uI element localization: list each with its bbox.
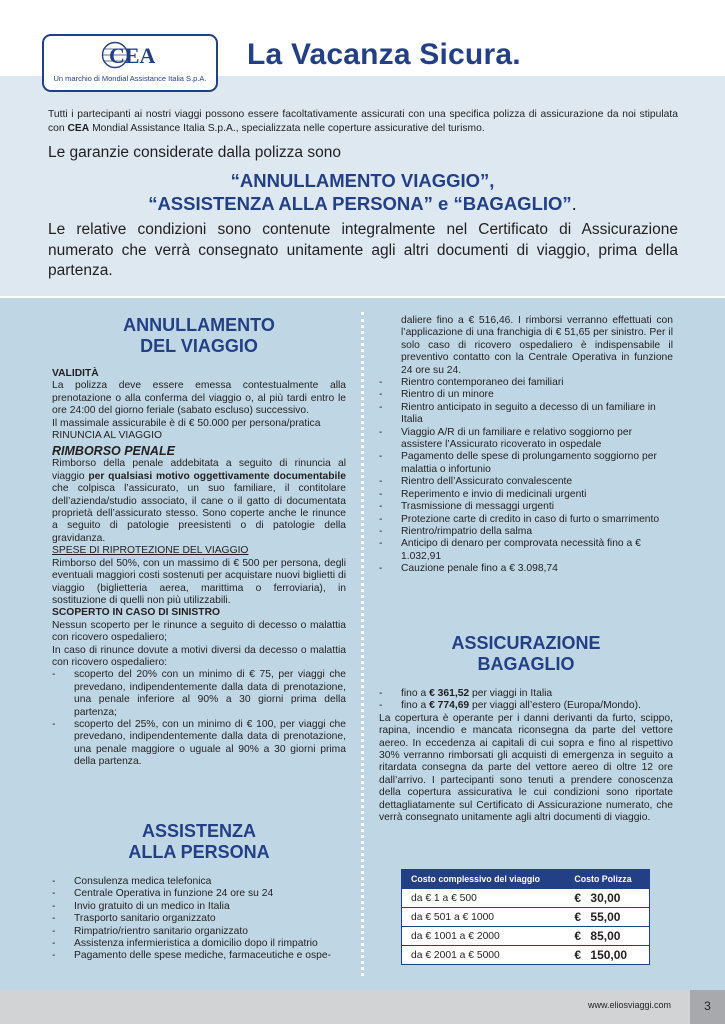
list-item: - fino a € 361,52 per viaggi in Italia [379, 688, 673, 700]
uncovered-text-1: Nessun scoperto per le rinunce a seguito di decesso o malattia con ricovero ospedaliero; [52, 619, 346, 644]
reprotection-heading: SPESE DI RIPROTEZIONE DEL VIAGGIO [52, 545, 249, 557]
list-item: - Rientro anticipato in seguito a decesso di un familiare in Italia [379, 402, 673, 427]
assistenza-continuation: daliere fino a € 516,46. I rimborsi verranno effettuati con l’applicazione di una franchigia di € 51,65 per sinistro. Per il solo caso di ricovero ospedaliero è indispensabile il preventivo contatto con la Centrale Operativa in funzione 24 ore su 24. [401, 315, 673, 376]
conditions-paragraph: Le relative condizioni sono contenute integralmente nel Certificato di Assicurazione numerato che verrà consegnato unitamente agli altri documenti di viaggio, prima della partenza. [48, 221, 678, 280]
list-item: - Cauzione penale fino a € 3.098,74 [379, 563, 673, 575]
guarantees-lead: Le garanzie considerate dalla polizza sono [48, 144, 341, 161]
uncovered-heading: SCOPERTO IN CASO DI SINISTRO [52, 607, 221, 619]
footer-url[interactable]: www.eliosviaggi.com [587, 1000, 671, 1010]
bagaglio-body [379, 688, 673, 824]
refund-text: Rimborso della penale addebitata a seguito di rinuncia al viaggio per qualsiasi motivo oggettivamente documentabile che colpisca l’assicurato, un suo familiare, il contitolare dell’azienda/studio associato, il cane o il gatto di documentata proprietà dell’assicurato stesso. Sono coperte anche le rinunce a seguito di patologie preesistenti o di patologie della gravidanza. [52, 458, 346, 544]
waiver-label: RINUNCIA AL VIAGGIO [52, 430, 163, 442]
table-header-row [402, 870, 650, 889]
list-item: - Protezione carte di credito in caso di furto o smarrimento [379, 514, 673, 526]
reprotection-text: Rimborso del 50%, con un massimo di € 500 per persona, degli eventuali maggiori costi sostenuti per acquistare nuovi biglietti di viaggio (biglietteria aerea, marittima o ferroviaria), in sostituzione di quelli non più utilizzabili. [52, 557, 346, 606]
list-item: - Pagamento delle spese di prolungamento soggiorno per malattia o infortunio [379, 451, 673, 476]
logo-subtitle: Un marchio di Mondial Assistance Italia S.p.A. [53, 74, 207, 83]
intro-brand: CEA [67, 123, 90, 134]
cea-logo-mark [101, 40, 161, 70]
list-item: - Anticipo di denaro per comprovata necessità fino a € 1.032,91 [379, 538, 673, 563]
table-cell-range: da € 1001 a € 2000 [402, 927, 566, 946]
list-item: - Rientro di un minore [379, 389, 673, 401]
table-cell-range: da € 2001 a € 5000 [402, 946, 566, 965]
list-item: - Assistenza infermieristica a domicilio dopo il rimpatrio [52, 938, 346, 950]
table-cell-price: € 150,00 [565, 946, 649, 965]
section-title-annullamento: ANNULLAMENTO DEL VIAGGIO [123, 315, 275, 356]
table-row [402, 927, 650, 946]
page-number: 3 [704, 999, 711, 1013]
guarantees-headline-line1: “ANNULLAMENTO VIAGGIO”, [230, 170, 495, 191]
page-title: La Vacanza Sicura. [247, 38, 521, 71]
table-row [402, 946, 650, 965]
table-header-cost: Costo complessivo del viaggio [402, 870, 566, 889]
assistenza-list-left [52, 876, 346, 963]
list-item: - Trasmissione di messaggi urgenti [379, 501, 673, 513]
table-cell-price: € 85,00 [565, 927, 649, 946]
list-item: - fino a € 774,69 per viaggi all’estero (Europa/Mondo). [379, 700, 673, 712]
table-cell-price: € 55,00 [565, 908, 649, 927]
list-item: - Reperimento e invio di medicinali urgenti [379, 489, 673, 501]
list-item: - Rientro contemporaneo dei familiari [379, 377, 673, 389]
max-insurable: Il massimale assicurabile è di € 50.000 per persona/pratica [52, 417, 321, 429]
section-title-assistenza: ASSISTENZA ALLA PERSONA [128, 821, 270, 862]
cost-table [401, 869, 650, 965]
validity-heading: VALIDITÀ [52, 368, 99, 379]
section-title-bagaglio: ASSICURAZIONE BAGAGLIO [451, 633, 601, 674]
table-row [402, 908, 650, 927]
list-item: - Rientro/rimpatrio della salma [379, 526, 673, 538]
bagaglio-text: La copertura è operante per i danni derivanti da furto, scippo, rapina, incendio e mancata riconsegna da parte del vettore aereo. In eccedenza ai capitali di cui sopra e fino al rispettivo 30% verranno rimborsati gli acquisti di emergenza in seguito a ritardata consegna da parte del vettore aereo di oltre 12 ore dall’arrivo. I partecipanti sono tenuti a prendere conoscenza della copertura assicurativa le cui condizioni sono riportate dettagliatamente sul Certificato di Assicurazione numerato, che verrà consegnato unitamente agli altri documenti di viaggio. [379, 712, 673, 824]
intro-paragraph: Tutti i partecipanti ai nostri viaggi possono essere facoltativamente assicurati con una specifica polizza di assicurazione da noi stipulata con CEA Mondial Assistance Italia S.p.A., specializzata nelle coperture assicurative del turismo. [48, 109, 678, 134]
table-cell-range: da € 1 a € 500 [402, 889, 566, 908]
refund-heading: RIMBORSO PENALE [52, 444, 175, 459]
table-cell-range: da € 501 a € 1000 [402, 908, 566, 927]
assistenza-list-right [379, 315, 673, 576]
list-item: - Rientro dell’Assicurato convalescente [379, 476, 673, 488]
table-header-policy: Costo Polizza [565, 870, 649, 889]
list-item: - Invio gratuito di un medico in Italia [52, 901, 346, 913]
list-item: - Rimpatrio/rientro sanitario organizzato [52, 926, 346, 938]
logo-lettering: CEA [109, 43, 156, 68]
logo [42, 34, 218, 92]
list-item: - Viaggio A/R di un familiare e relativo soggiorno per assistere l’Assicurato ricoverato in ospedale [379, 427, 673, 452]
list-item: - Centrale Operativa in funzione 24 ore su 24 [52, 888, 346, 900]
validity-text: La polizza deve essere emessa contestualmente alla prenotazione o alla conferma del viaggio o, al più tardi entro le ore 24:00 del giorno feriale (sabato escluso) successivo. [52, 380, 346, 417]
column-divider [361, 312, 364, 976]
list-item: - scoperto del 25%, con un minimo di € 100, per viaggi che prevedano, indipendentemente dalla data di prenotazione, una penale maggiore o uguale al 90% a 30 giorni prima della partenza. [52, 719, 346, 769]
uncovered-list [52, 669, 346, 768]
uncovered-text-2: In caso di rinunce dovute a motivi diversi da decesso o malattia con ricovero ospedaliero: [52, 644, 346, 668]
guarantees-headline-line2: “ASSISTENZA ALLA PERSONA” e “BAGAGLIO”. [148, 193, 577, 214]
annullamento-body [52, 368, 346, 769]
list-item: - Trasporto sanitario organizzato [52, 913, 346, 925]
list-item: - Consulenza medica telefonica [52, 876, 346, 888]
table-cell-price: € 30,00 [565, 889, 649, 908]
list-item: - Pagamento delle spese mediche, farmaceutiche e ospe- [52, 950, 346, 962]
table-row [402, 889, 650, 908]
list-item: - scoperto del 20% con un minimo di € 75, per viaggi che prevedano, indipendentemente dalla data di prenotazione, una penale inferiore al 90% a 30 giorni prima della partenza; [52, 669, 346, 719]
